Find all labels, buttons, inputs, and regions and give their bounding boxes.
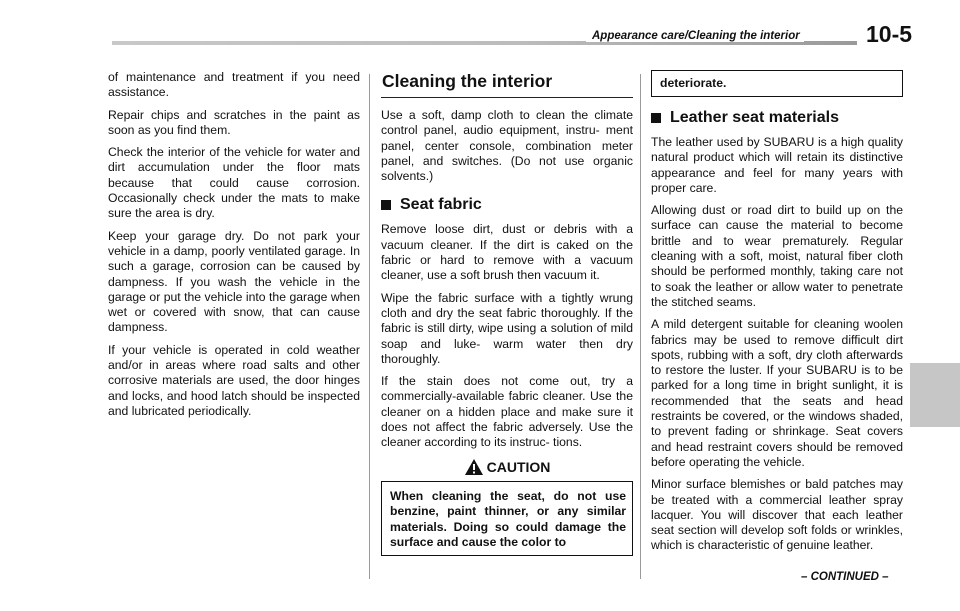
column-1 xyxy=(108,70,360,426)
paragraph: Check the interior of the vehicle for water and dirt accumulation under the floor mats because that could cause corrosion. Occasionally check under the mats to make sure the area is dry. xyxy=(108,145,360,221)
caution-text: When cleaning the seat, do not use benzine, paint thinner, or any similar materials. Doing so could damage the surface and cause the color to xyxy=(390,488,626,550)
paragraph: Wipe the fabric surface with a tightly wrung cloth and dry the seat fabric thoroughly. If the fabric is still dirty, wipe using a solution of mild soap and luke- warm water then dry thoroughly. xyxy=(381,290,633,366)
paragraph: A mild detergent suitable for cleaning woolen fabrics may be used to remove difficult dirt spots, rubbing with a soft, dry cloth afterwards to restore the luster. If your SUBARU is to be parked for a long time in bright sunlight, it is recommended that the seats and head restraints be covered, or the windows shaded, to prevent fading or shrinkage. Seat covers and head restraint covers should be removed before operating the vehicle. xyxy=(651,317,903,469)
chapter-side-tab xyxy=(910,363,960,427)
continued-marker: – CONTINUED – xyxy=(801,571,889,583)
warning-triangle-icon xyxy=(464,458,484,476)
paragraph: Repair chips and scratches in the paint as soon as you find them. xyxy=(108,107,360,137)
paragraph: Keep your garage dry. Do not park your vehicle in a damp, poorly ventilated garage. In such a garage, corrosion can be caused by dampness. If you wash the vehicle in the garage or put the vehicle into the garage when wet or covered with snow, that can cause dampness. xyxy=(108,228,360,335)
subsection-title: Leather seat materials xyxy=(670,109,839,126)
running-header-title: Appearance care/Cleaning the interior xyxy=(586,30,804,42)
subsection-heading-leather xyxy=(651,109,903,127)
black-square-bullet-icon xyxy=(381,200,391,210)
caution-label: CAUTION xyxy=(486,458,551,475)
paragraph: Remove loose dirt, dust or debris with a vacuum cleaner. If the dirt is caked on the fabric or hard to remove with a vacuum cleaner, use a soft brush then vacuum it. xyxy=(381,222,633,283)
paragraph: Minor surface blemishes or bald patches may be treated with a commercial leather spray lacquer. You will discover that each leather seat section will develop soft folds or wrinkles, which is characteristic of genuine leather. xyxy=(651,477,903,553)
column-divider xyxy=(640,74,641,579)
paragraph: of maintenance and treatment if you need assistance. xyxy=(108,70,360,100)
paragraph: If your vehicle is operated in cold weather and/or in areas where road salts and other corrosive materials are used, the door hinges and locks, and hood latch should be inspected and lubricated periodically. xyxy=(108,342,360,418)
caution-box-continued xyxy=(651,70,903,97)
paragraph: Use a soft, damp cloth to clean the climate control panel, audio equipment, instru- ment panel, center console, combination meter panel, and switches. (Do not use organic solvents.) xyxy=(381,108,633,184)
caution-box xyxy=(381,481,633,556)
paragraph: Allowing dust or road dirt to build up on the surface can cause the material to become brittle and to wear prematurely. Regular cleaning with a soft, moist, natural fiber cloth should be performed monthly, taking care not to soak the leather or allow water to penetrate the stitched seams. xyxy=(651,203,903,309)
paragraph: The leather used by SUBARU is a high quality natural product which will retain its distinctive appearance and feel for many years with proper care. xyxy=(651,135,903,195)
subsection-heading-seat-fabric xyxy=(381,196,633,214)
column-divider xyxy=(369,74,370,579)
caution-heading xyxy=(381,458,633,476)
section-heading: Cleaning the interior xyxy=(381,68,633,98)
page-number: 10-5 xyxy=(866,21,913,47)
paragraph: If the stain does not come out, try a commercially-available fabric cleaner. Use the cleaner on a hidden place and make sure it does not affect the fabric adversely. Use the cleaner according to its instruc- tions. xyxy=(381,374,633,450)
subsection-title: Seat fabric xyxy=(400,196,482,214)
column-3 xyxy=(651,70,903,561)
caution-text-continued: deteriorate. xyxy=(660,76,727,90)
black-square-bullet-icon xyxy=(651,113,661,123)
column-2 xyxy=(381,70,633,556)
